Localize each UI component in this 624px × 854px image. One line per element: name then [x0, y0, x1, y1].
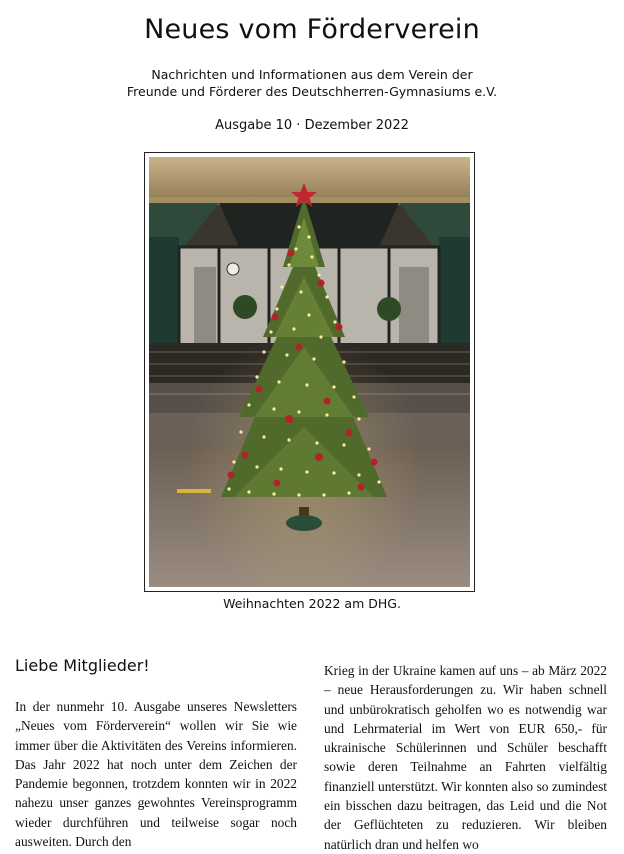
- issue-line: Ausgabe 10 · Dezember 2022: [215, 118, 409, 133]
- article-paragraph-left: In der nunmehr 10. Ausgabe unseres Newsletters „Neues vom Förderverein“ wollen wir Sie wie immer über die Aktivitäten des Vereins informieren. Das Jahr 2022 hat noch unter dem Zeichen der Pandemie begonnen, trotzdem konnten wir in 2022 nahezu unser ganzes gewohntes Vereinsprogramm wieder durchführen und teilweise sogar noch ausweiten. Durch den: [15, 699, 297, 850]
- christmas-tree-photo: [144, 152, 475, 592]
- newsletter-title: Neues vom Förderverein: [144, 14, 480, 45]
- photo-caption: Weihnachten 2022 am DHG.: [223, 596, 401, 611]
- article-heading: Liebe Mitglieder!: [15, 656, 150, 675]
- subtitle-line-2: Freunde und Förderer des Deutschherren-Gymnasiums e.V.: [126, 84, 498, 99]
- article-column-left: [15, 697, 297, 851]
- christmas-tree-illustration: [149, 157, 470, 587]
- newsletter-subtitle: [0, 66, 624, 100]
- article-column-right: [324, 661, 607, 854]
- subtitle-line-1: Nachrichten und Informationen aus dem Verein der: [151, 67, 473, 82]
- article-paragraph-right: Krieg in der Ukraine kamen auf uns – ab März 2022 – neue Herausforderungen zu. Wir haben schnell und unbürokratisch geholfen wo es notwendig war und Lehrmaterial im Wert von EUR 650,- für ukrainische Schülerinnen und Schüler beschafft sowie deren Teilnahme an Fahrten vielfältig finanziell unterstützt. Wir konnten also so zumindest ein bisschen dazu beitragen, das Leid und die Not der Geflüchteten zu reduzieren. Wir bleiben natürlich dran und helfen wo: [324, 663, 607, 852]
